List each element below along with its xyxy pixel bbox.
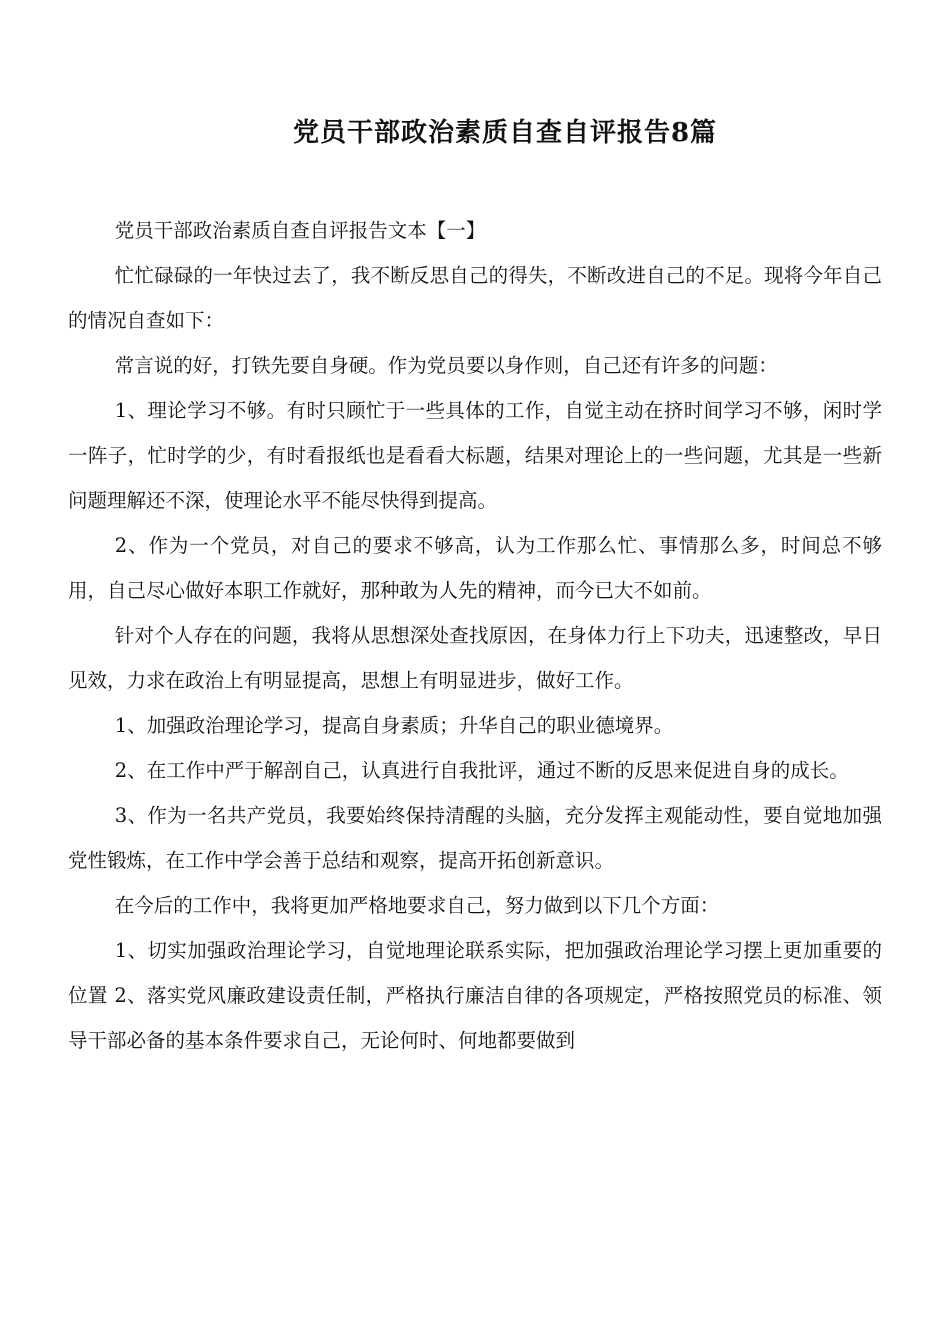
document-body	[68, 208, 882, 1063]
paragraph: 在今后的工作中，我将更加严格地要求自己，努力做到以下几个方面：	[114, 894, 720, 917]
paragraph-section-heading: 党员干部政治素质自查自评报告文本【一】	[114, 219, 486, 242]
paragraph: 针对个人存在的问题，我将从思想深处查找原因，在身体力行上下功夫，迅速整改，早日见效，力求在政治上有明显提高，思想上有明显进步，做好工作。	[68, 624, 882, 692]
paragraph: 常言说的好，打铁先要自身硬。作为党员要以身作则，自己还有许多的问题：	[114, 354, 778, 377]
paragraph: 忙忙碌碌的一年快过去了，我不断反思自己的得失，不断改进自己的不足。现将今年自己的情况自查如下：	[68, 264, 882, 332]
document-title: 党员干部政治素质自查自评报告8篇	[292, 118, 718, 149]
paragraph: 3、作为一名共产党员，我要始终保持清醒的头脑，充分发挥主观能动性，要自觉地加强党性锻炼，在工作中学会善于总结和观察，提高开拓创新意识。	[68, 804, 882, 872]
paragraph: 1、理论学习不够。有时只顾忙于一些具体的工作，自觉主动在挤时间学习不够，闲时学一阵子，忙时学的少，有时看报纸也是看看大标题，结果对理论上的一些问题，尤其是一些新问题理解还不深，使理论水平不能尽快得到提高。	[68, 399, 882, 512]
paragraph: 1、切实加强政治理论学习，自觉地理论联系实际，把加强政治理论学习摆上更加重要的位置 2、落实党风廉政建设责任制，严格执行廉洁自律的各项规定，严格按照党员的标准、领导干部必备的基本条件要求自己，无论何时、何地都要做到	[68, 939, 882, 1052]
paragraph: 2、作为一个党员，对自己的要求不够高，认为工作那么忙、事情那么多，时间总不够用，自己尽心做好本职工作就好，那种敢为人先的精神，而今已大不如前。	[68, 534, 882, 602]
paragraph: 1、加强政治理论学习，提高自身素质；升华自己的职业德境界。	[114, 714, 674, 737]
paragraph: 2、在工作中严于解剖自己，认真进行自我批评，通过不断的反思来促进自身的成长。	[114, 759, 849, 782]
